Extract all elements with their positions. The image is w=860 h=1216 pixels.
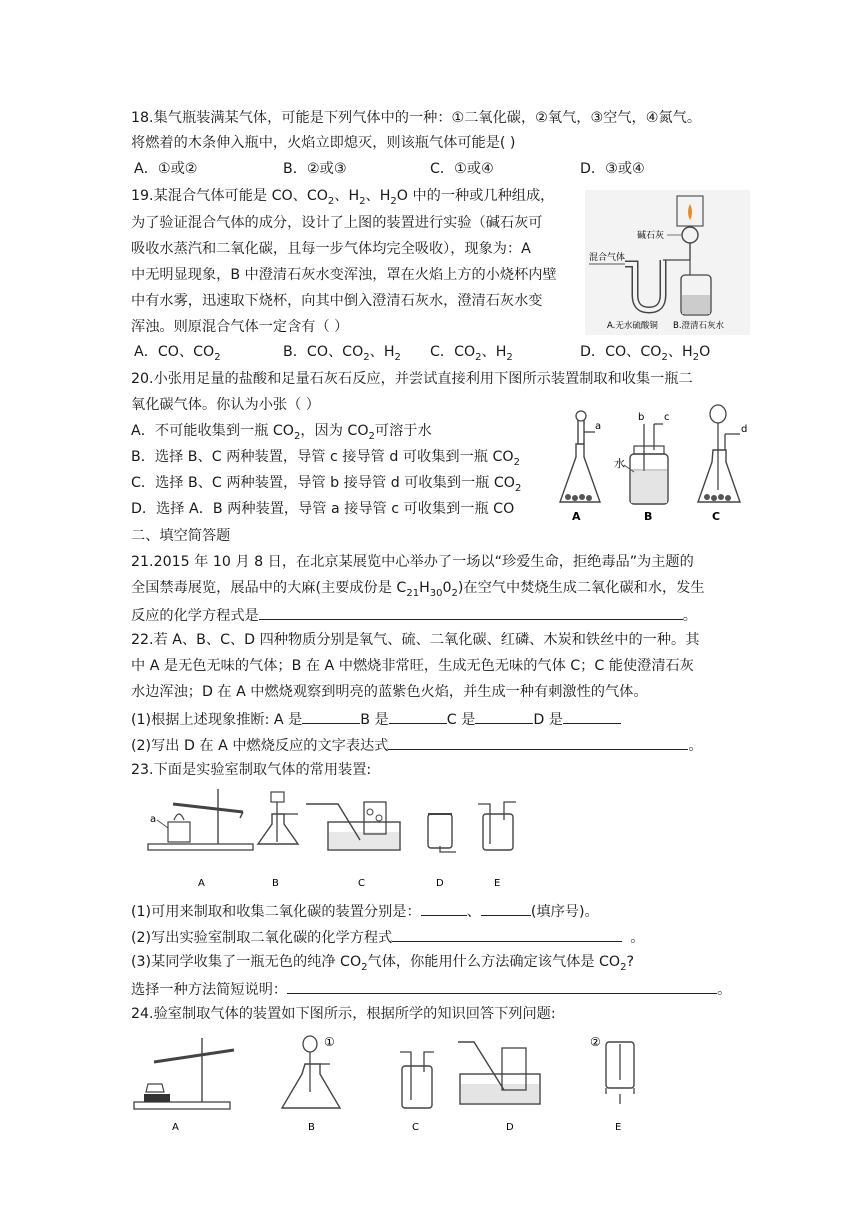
q20-line2: 氧化碳气体。你认为小张（ ） xyxy=(131,397,320,413)
q19-option-b: B．CO、$CO_2$、$H_2$ xyxy=(283,344,401,363)
q19-caption-b: B.澄清石灰水 xyxy=(673,321,725,331)
q22-line2: 中 A 是无色无味的气体；B 在 A 中燃烧非常旺，生成无色无味的气体 C；C 能使澄清石灰 xyxy=(131,658,694,674)
q23-apparatus-e xyxy=(478,802,516,889)
q23-label-e: E xyxy=(494,878,501,889)
q20-apparatus-figure xyxy=(550,402,760,527)
svg-text:c: c xyxy=(664,412,670,423)
q23-label-a: A xyxy=(198,878,205,889)
q19-line3: 吸收水蒸汽和二氧化碳，且每一步气体均完全吸收），现象为：A xyxy=(131,241,531,257)
q24-apparatus-b xyxy=(282,1035,340,1133)
q24-apparatus-e xyxy=(590,1035,634,1133)
q22-line3: 水边浑浊；D 在 A 中燃烧观察到明亮的蓝紫色火焰，并生成一种有刺激性的气体。 xyxy=(131,684,648,700)
q23-line3: (2)写出实验室制取二氧化碳的化学方程式 。 xyxy=(131,926,645,948)
q23-apparatus-d xyxy=(428,814,456,889)
q22-blank-c[interactable] xyxy=(475,708,533,724)
q19-caption-a: A.无水硫酸铜 xyxy=(607,321,658,331)
svg-text:b: b xyxy=(638,412,645,423)
q24-apparatus-d xyxy=(458,1042,540,1133)
q23-label-b: B xyxy=(272,878,279,889)
q19-option-d: D．CO、$CO_2$、$H_2O$ xyxy=(580,344,711,363)
q24-label-e: E xyxy=(615,1122,622,1133)
q23-apparatus-figure xyxy=(138,784,538,896)
q19-line1: 19.某混合气体可能是 CO、$CO_2$、$H_2$、$H_2O$ 中的一种或几种组成， xyxy=(131,188,555,207)
q23-label-d: D xyxy=(436,878,444,889)
q18-option-b: B．②或③ xyxy=(283,161,347,177)
q20-label-b: B xyxy=(644,510,653,523)
q19-line5: 中有水雾，迅速取下烧杯，向其中倒入澄清石灰水，澄清石灰水变 xyxy=(131,293,543,309)
section-2-heading: 二、填空简答题 xyxy=(131,528,231,544)
q19-line2: 为了验证混合气体的成分，设计了上图的装置进行实验（碱石灰可 xyxy=(131,215,543,231)
q23-line2: (1)可用来制取和收集二氧化碳的装置分别是： 、 (填序号)。 xyxy=(131,900,599,922)
q22-line1: 22.若 A、B、C、D 四种物质分别是氧气、硫、二氧化碳、红磷、木炭和铁丝中的一种。其 xyxy=(131,632,700,648)
q24-label-c: C xyxy=(412,1122,419,1133)
q19-label-mixed-gas: 混合气体 xyxy=(589,253,626,263)
svg-text:d: d xyxy=(741,424,748,435)
q23-line1: 23.下面是实验室制取气体的常用装置: xyxy=(131,762,372,778)
q19-line6: 浑浊。则原混合气体一定含有（ ） xyxy=(131,319,349,335)
q23-blank-produce[interactable] xyxy=(421,900,467,916)
q19-apparatus-figure xyxy=(585,190,750,335)
q18-option-d: D．③或④ xyxy=(580,161,645,177)
q21-line3: 反应的化学方程式是 。 xyxy=(131,604,697,626)
q22-line4: (1)根据上述现象推断: A 是 B 是 C 是 D 是 xyxy=(131,708,621,730)
q23-equation-blank[interactable] xyxy=(392,926,622,942)
q23-apparatus-a xyxy=(148,789,253,889)
q23-blank-collect[interactable] xyxy=(481,900,531,916)
q20-option-d: D．选择 A．B 两种装置，导管 a 接导管 c 可收集到一瓶 CO xyxy=(131,501,515,517)
q22-blank-d[interactable] xyxy=(563,708,621,724)
q19-option-a: A．CO、$CO_2$ xyxy=(134,344,221,363)
q23-line4: (3)某同学收集了一瓶无色的纯净 $CO_2$气体，你能用什么方法确定该气体是 $CO_2$? xyxy=(131,954,634,973)
q20-option-c: C．选择 B、C 两种装置，导管 b 接导管 d 可收集到一瓶 $CO_2$ xyxy=(131,475,522,494)
q23-label-c: C xyxy=(358,878,365,889)
svg-text:②: ② xyxy=(590,1035,601,1049)
svg-text:a: a xyxy=(595,421,602,432)
q21-line1: 21.2015 年 10 月 8 日，在北京某展览中心举办了一场以“珍爱生命，拒绝毒品”为主题的 xyxy=(131,554,694,570)
q19-label-soda-lime: 碱石灰 xyxy=(637,231,665,241)
q20-label-a: A xyxy=(572,510,581,523)
q23-apparatus-c xyxy=(306,802,400,889)
q21-answer-blank[interactable] xyxy=(259,604,683,620)
q24-line1: 24.验室制取气体的装置如下图所示，根据所学的知识回答下列问题: xyxy=(131,1006,556,1022)
q20-bottle-b xyxy=(614,412,670,523)
q22-blank-a[interactable] xyxy=(302,708,360,724)
svg-text:①: ① xyxy=(324,1035,335,1049)
q24-apparatus-figure xyxy=(130,1030,670,1140)
q19-line4: 中无明显现象，B 中澄清石灰水变浑浊，罩在火焰上方的小烧杯内壁 xyxy=(131,267,557,283)
q24-apparatus-c xyxy=(400,1052,434,1133)
q20-option-a: A．不可能收集到一瓶 $CO_2$，因为 $CO_2$可溶于水 xyxy=(131,423,432,442)
q20-option-b: B．选择 B、C 两种装置，导管 c 接导管 d 可收集到一瓶 $CO_2$ xyxy=(131,449,520,468)
q22-equation-blank[interactable] xyxy=(388,734,688,750)
q22-line5: (2)写出 D 在 A 中燃烧反应的文字表达式 。 xyxy=(131,734,703,756)
q20-line1: 20.小张用足量的盐酸和足量石灰石反应，并尝试直接利用下图所示装置制取和收集一瓶二 xyxy=(131,371,693,387)
svg-text:a: a xyxy=(150,814,157,825)
q20-label-water: 水 xyxy=(614,457,625,470)
q23-line5: 选择一种方法简短说明： 。 xyxy=(131,978,731,1000)
q20-flask-a xyxy=(560,411,601,523)
q24-label-b: B xyxy=(308,1122,315,1133)
q18-stem-line2: 将燃着的木条伸入瓶中，火焰立即熄灭，则该瓶气体可能是( ) xyxy=(131,135,516,151)
q22-blank-b[interactable] xyxy=(389,708,447,724)
q21-line2: 全国禁毒展览，展品中的大麻(主要成份是 $C_{21}H_{30}0_2$)在空气中焚烧生成二氧化碳和水，发生 xyxy=(131,580,705,599)
q24-apparatus-a xyxy=(134,1038,234,1133)
q18-stem-line1: 18.集气瓶装满某气体，可能是下列气体中的一种：①二氧化碳，②氧气，③空气，④氮气。 xyxy=(131,110,702,126)
q18-option-a: A．①或② xyxy=(134,161,198,177)
q20-flask-c xyxy=(698,405,747,523)
q24-label-a: A xyxy=(172,1122,179,1133)
q23-method-blank[interactable] xyxy=(287,978,717,994)
q18-option-c: C．①或④ xyxy=(430,161,494,177)
q24-label-d: D xyxy=(506,1122,514,1133)
q20-label-c: C xyxy=(712,510,721,523)
q23-apparatus-b xyxy=(258,792,298,889)
q19-option-c: C．$CO_2$、$H_2$ xyxy=(430,344,513,363)
